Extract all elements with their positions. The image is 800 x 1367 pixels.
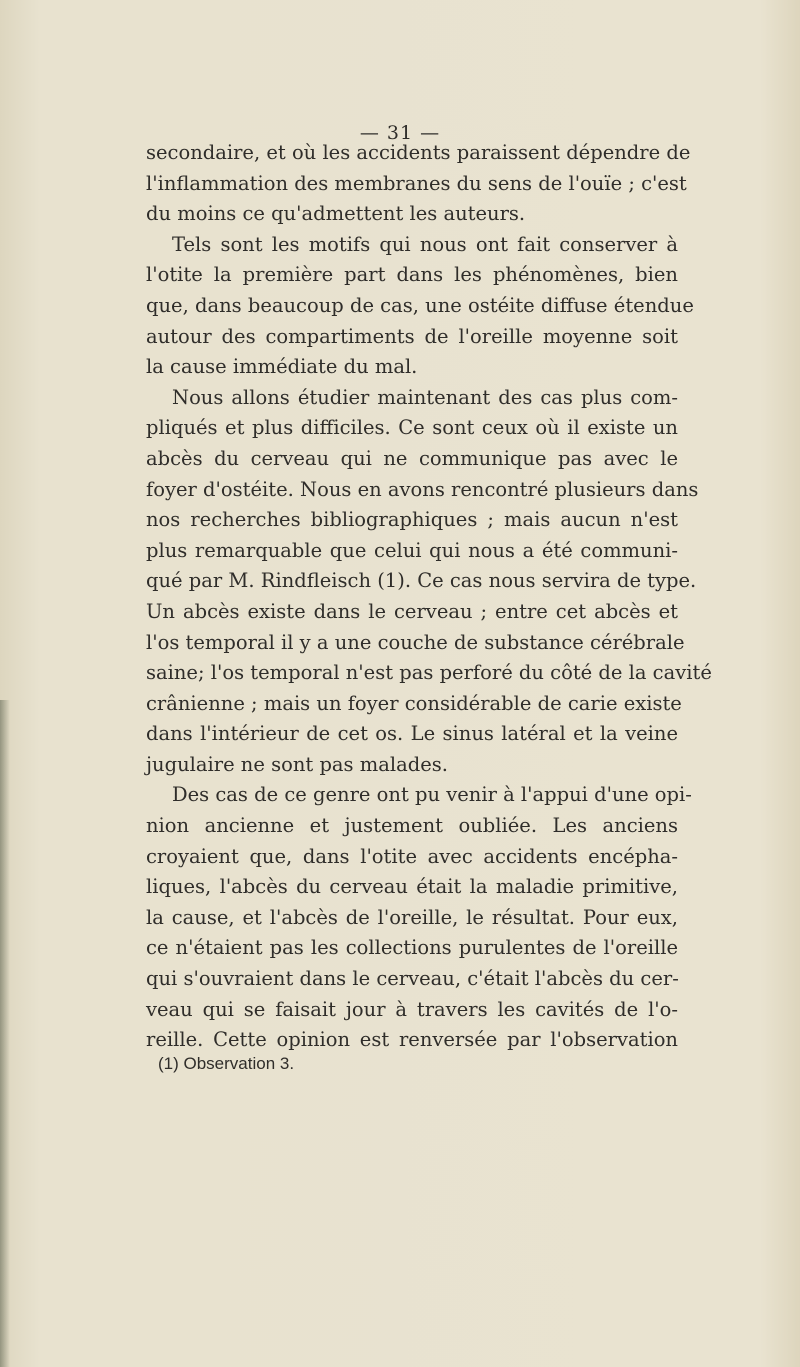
page-edge-shadow	[0, 700, 10, 1367]
text-line: que, dans beaucoup de cas, une ostéite diffuse étendue	[146, 293, 694, 317]
text-line: crânienne ; mais un foyer considérable de carie existe	[146, 691, 682, 715]
text-line: reille. Cette opinion est renversée par l'observation	[146, 1028, 678, 1052]
text-line: pliqués et plus difficiles. Ce sont ceux où il existe un	[146, 416, 678, 440]
page-number: — 31 —	[359, 122, 441, 144]
text-line: veau qui se faisait jour à travers les cavités de l'o-	[146, 997, 678, 1021]
text-line: Un abcès existe dans le cerveau ; entre cet abcès et	[146, 599, 678, 623]
text-line: ce n'étaient pas les collections purulentes de l'oreille	[146, 936, 678, 960]
text-line: dans l'intérieur de cet os. Le sinus latéral et la veine	[146, 722, 678, 746]
text-line: abcès du cerveau qui ne communique pas avec le	[146, 446, 678, 470]
text-line: liques, l'abcès du cerveau était la maladie primitive,	[146, 875, 678, 899]
body-text	[146, 138, 712, 1056]
text-line: qui s'ouvraient dans le cerveau, c'était l'abcès du cer-	[146, 967, 679, 991]
footnote: (1) Observation 3.	[158, 1054, 295, 1073]
text-line: l'otite la première part dans les phénomènes, bien	[146, 263, 678, 287]
text-line: Des cas de ce genre ont pu venir à l'appui d'une opi-	[172, 783, 692, 807]
text-line: saine; l'os temporal n'est pas perforé du côté de la cavité	[146, 661, 712, 685]
text-line: jugulaire ne sont pas malades.	[146, 752, 448, 776]
text-line: autour des compartiments de l'oreille moyenne soit	[146, 324, 678, 348]
text-line: Tels sont les motifs qui nous ont fait conserver à	[172, 232, 678, 256]
text-line: l'inflammation des membranes du sens de l'ouïe ; c'est	[146, 171, 687, 195]
text-line: croyaient que, dans l'otite avec accidents encépha-	[146, 844, 678, 868]
text-line: nion ancienne et justement oubliée. Les anciens	[146, 814, 678, 838]
text-line: Nous allons étudier maintenant des cas plus com-	[172, 385, 678, 409]
text-line: la cause immédiate du mal.	[146, 355, 418, 379]
text-line: nos recherches bibliographiques ; mais aucun n'est	[146, 508, 678, 532]
text-line: du moins ce qu'admettent les auteurs.	[146, 202, 526, 226]
text-line: plus remarquable que celui qui nous a été communi-	[146, 538, 678, 562]
text-line: la cause, et l'abcès de l'oreille, le résultat. Pour eux,	[146, 905, 678, 929]
text-line: l'os temporal il y a une couche de substance cérébrale	[146, 630, 685, 654]
text-line: secondaire, et où les accidents paraissent dépendre de	[146, 141, 691, 164]
text-line: foyer d'ostéite. Nous en avons rencontré plusieurs dans	[146, 477, 699, 501]
text-line: qué par M. Rindfleisch (1). Ce cas nous servira de type.	[146, 569, 697, 593]
